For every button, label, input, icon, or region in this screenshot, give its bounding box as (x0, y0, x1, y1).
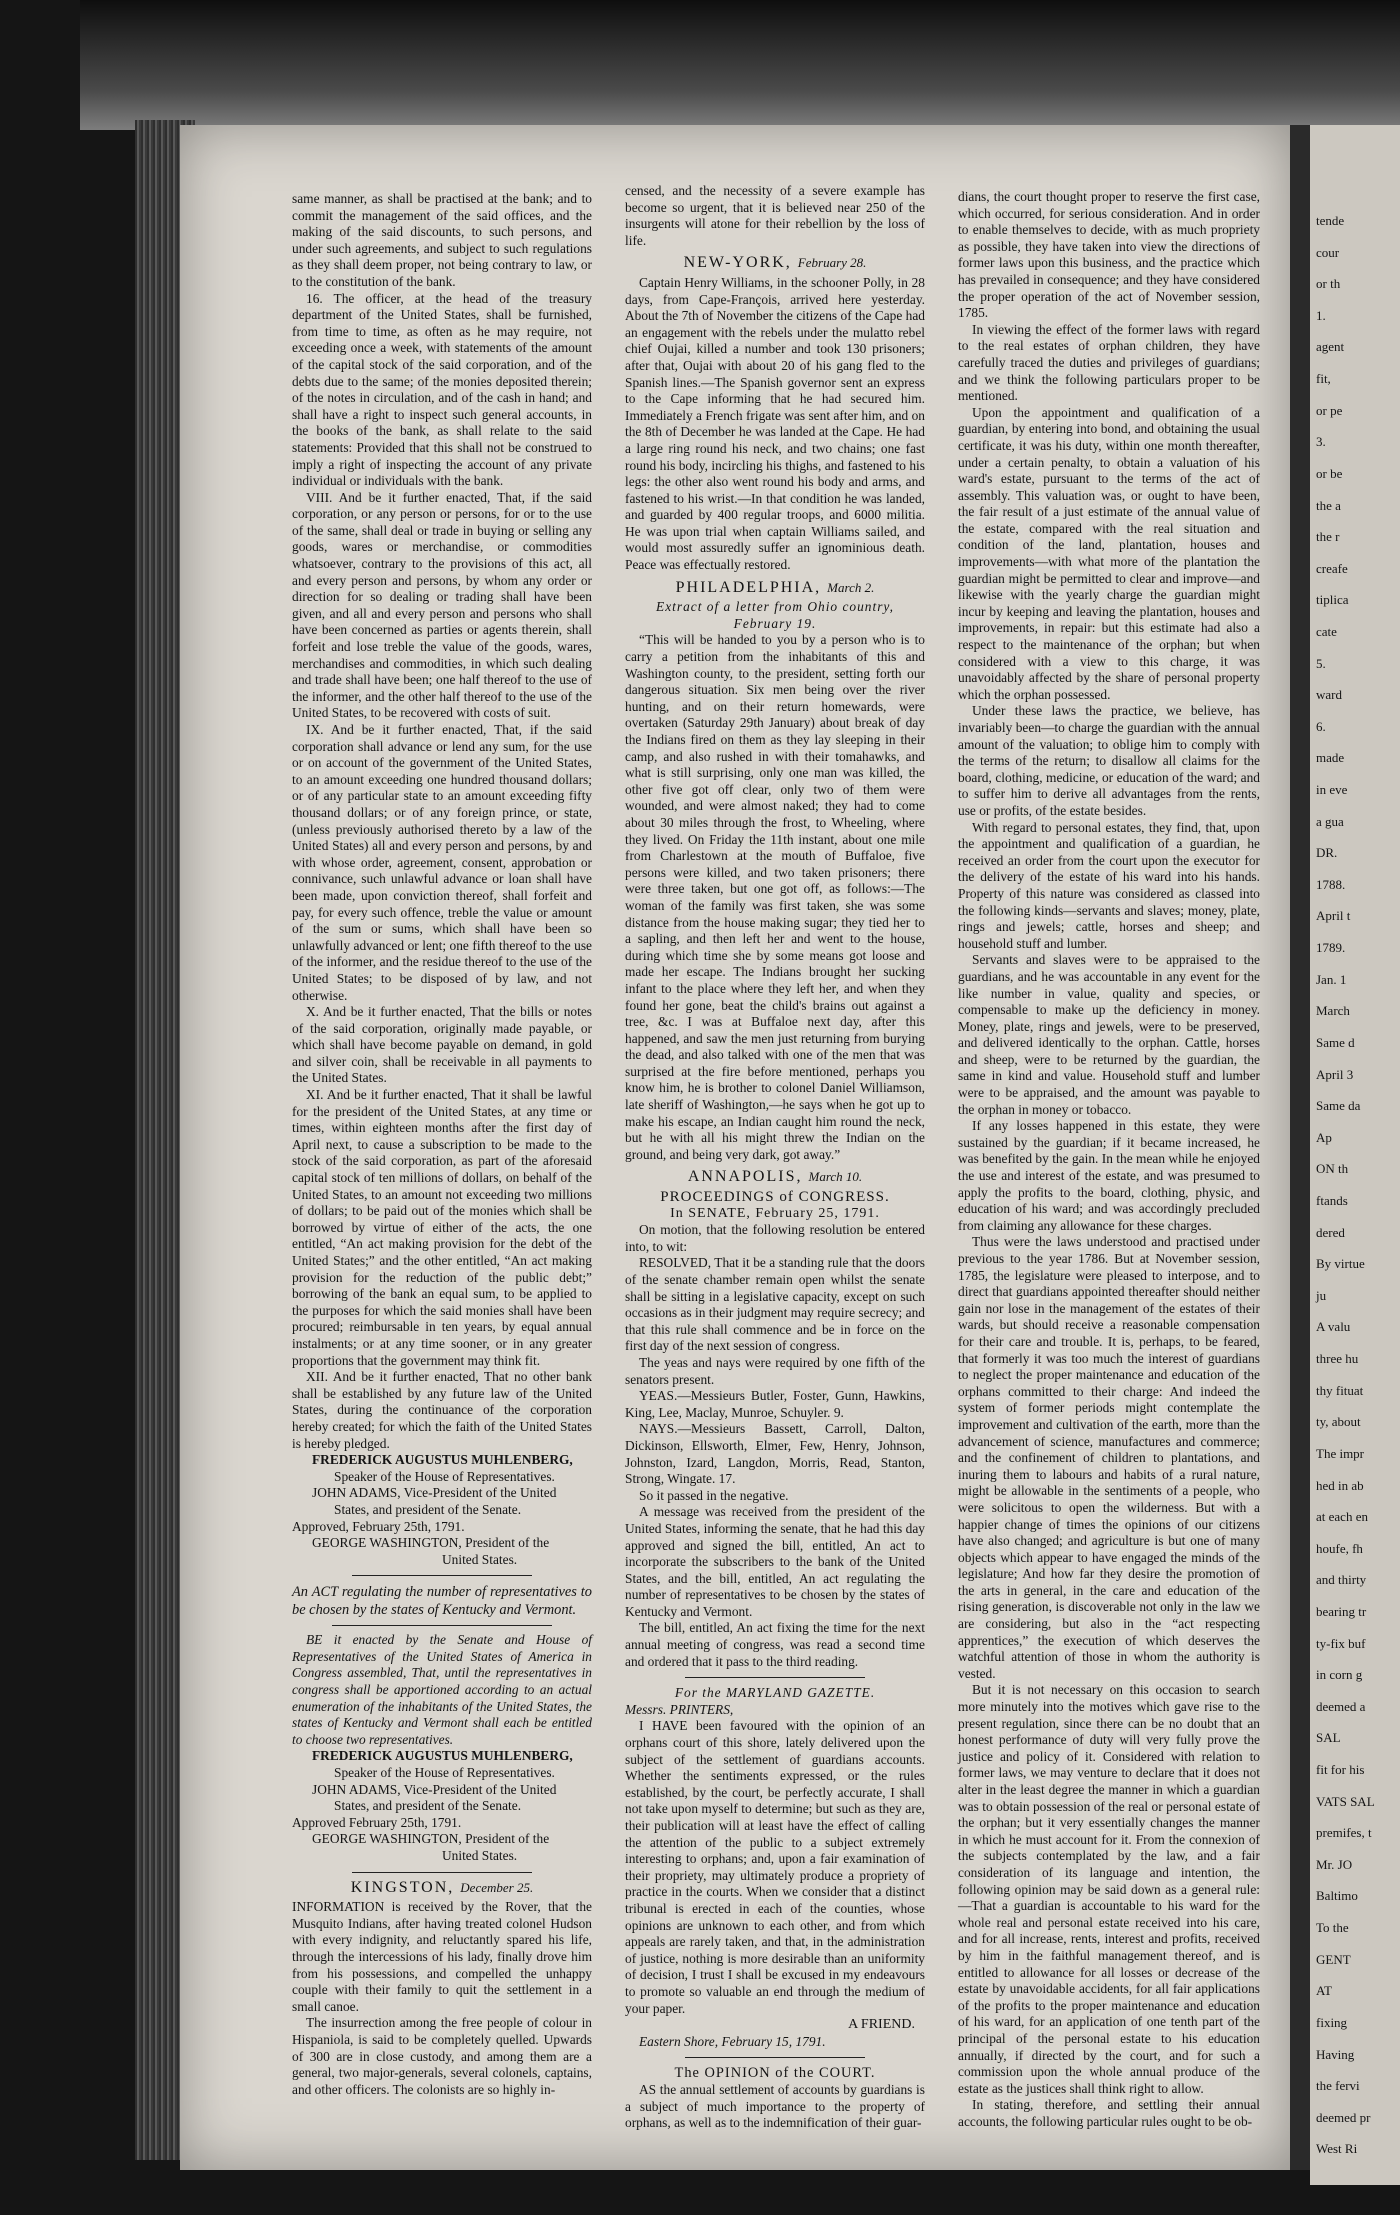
paragraph: XI. And be it further enacted, That it shall be lawful for the president of the United States, at any time or times, within eighteen months after the first day of April next, to cause a subscription to be made to the stock of the said corporation, as part of the aforesaid capital stock of ten millions of dollars, on behalf of the United States, to an amount not exceeding two millions of dollars; to be paid out of the monies which shall be borrowed by virtue of either of the acts, the one entitled, “An act making provision for the debt of the United States;” and the other entitled, “An act making provision for the reduction of the public debt;” borrowing of the bank an equal sum, to be applied to the purposes for which the said monies shall have been procured; reimbursable in ten years, by equal annual instalments; or at any time sooner, or in any greater proportions that the government may think fit. (292, 1087, 592, 1368)
edge-fragment: houfe, fh (1316, 1540, 1363, 1556)
edge-fragment: 1788. (1316, 876, 1346, 892)
edge-fragment: tende (1316, 213, 1345, 228)
signature-line: States, and president of the Senate. (334, 1798, 522, 1814)
signature-line: GEORGE WASHINGTON, President of the (312, 1535, 550, 1551)
edge-fragment: 1789. (1316, 940, 1346, 956)
edge-fragment: VATS SAL (1316, 1793, 1375, 1809)
paragraph: IX. And be it further enacted, That, if the said corporation shall advance or lend any sum, for the use or on account of the government of the United States, to an amount exceeding one hundred thousand dollars; or of any particular state to an amount exceeding fifty thousand dollars; or of any foreign prince, or state, (unless previously authorised thereto by a law of the United States) all and every person and persons, by and with whose order, agreement, consent, approbation or connivance, such unlawful advance or loan shall have been made, upon conviction thereof, shall forfeit and pay, for every such offence, treble the value or amount of the sum or sums, which shall have been so unlawfully advanced or lent; one fifth thereof to the use of the informer, and the residue thereof to the use of the United States; to be disposed of by law, and not otherwise. (292, 722, 592, 1003)
signature-line: Speaker of the House of Representatives. (334, 1765, 555, 1781)
edge-fragment: hed in ab (1316, 1477, 1364, 1493)
edge-fragment: ty, about (1316, 1414, 1361, 1430)
edge-fragment: fixing (1316, 2014, 1348, 2030)
salutation: Messrs. PRINTERS, (625, 1701, 734, 1717)
dark-top-border (80, 0, 1400, 130)
divider-rule (352, 1575, 532, 1576)
paragraph: same manner, as shall be practised at the bank; and to commit the management of the said offices, and the making of the said discounts, to such persons, and under such agreements, and subject to such regulations as they shall deem proper, not being contrary to law, or to the constitution of the bank. (292, 191, 592, 289)
edge-fragment: or pe (1316, 402, 1343, 418)
edge-fragment: bearing tr (1316, 1603, 1367, 1619)
paragraph: INFORMATION is received by the Rover, that the Musquito Indians, after having treated colonel Hudson with every indignity, and reluctantly spared his life, through the intercessions of his lady, finally drove him from his possessions, and compelled the unhappy couple with their family to quit the settlement in a small canoe. (292, 1899, 592, 2014)
paragraph: Upon the appointment and qualification of a guardian, by entering into bond, and obtaining the usual certificate, it was his duty, within one month thereafter, under a certain penalty, to obtain a valuation of his ward's estate, pursuant to the terms of the act of assembly. This valuation was, or ought to have been, the fair result of a just estimate of the annual value of the estate, compared with the real situation and condition of the land, plantation, houses and improvements—with what more of the plantation the guardian might be permitted to clear and improve—and likewise with the yearly charge the guardian might incur by keeping and leaving the plantation, houses and improvements, in repair: but this estimate had also a respect to the maintenance of the orphan; but when considered with a view to this charge, it was unavoidably affected by the share of personal property which the orphan possessed. (958, 404, 1260, 702)
edge-fragment: ward (1316, 687, 1342, 703)
paragraph: With regard to personal estates, they find, that, upon the appointment and qualification of a guardian, he received an order from the court upon the executor for the delivery of the estate of his ward into his hands. Property of this nature was considered as classed into the following kinds—servants and slaves; money, plate, rings and jewels; cattle, horses and sheep; and household stuff and lumber. (958, 819, 1260, 951)
edge-fragment: By virtue (1316, 1256, 1365, 1272)
edge-fragment: fit for his (1316, 1762, 1365, 1778)
paragraph: The yeas and nays were required by one fifth of the senators present. (625, 1354, 925, 1387)
signoff: A FRIEND. (848, 2017, 915, 2033)
paragraph: 16. The officer, at the head of the treasury department of the United States, shall be furnished, from time to time, as often as he may require, not exceeding once a week, with statements of the amount of the capital stock of the said corporation, and of the debts due to the same; of the monies deposited therein; of the notes in circulation, and of the cash in hand; and shall have a right to inspect such general accounts, in the books of the bank, as shall relate to the said statements: Provided that this shall not be construed to imply a right of inspecting the account of any private individual or individuals with the bank. (292, 290, 592, 489)
gazette-heading: For the MARYLAND GAZETTE. (674, 1685, 876, 1701)
act-body: BE it enacted by the Senate and House of Representatives of the United States of America in Congress assembled, That, until the representatives in congress shall be apportioned according to an actual enumeration of the inhabitants of the United States, the states of Kentucky and Vermont shall each be entitled to choose two representatives. (292, 1632, 592, 1747)
opinion-heading: The OPINION of the COURT. (674, 2065, 876, 2082)
paragraph: XII. And be it further enacted, That no other bank shall be established by any future law of the United States, during the continuance of the corporation hereby created; for which the faith of the United States is hereby pledged. (292, 1369, 592, 1451)
approval-line: Approved February 25th, 1791. (292, 1814, 462, 1830)
paragraph: A message was received from the president of the United States, informing the senate, that he had this day approved and signed the bill, entitled, An act to incorporate the subscribers to the bank of the United States, and the bill, entitled, An act regulating the number of representatives to be chosen by the states of Kentucky and Vermont. (625, 1504, 925, 1619)
paragraph: If any losses happened in this estate, they were sustained by the guardian; if it became increased, he was benefited by the gain. In the mean while he enjoyed the use and interest of the estate, and was presumed to apply the profits to the board, clothing, physic, and education of his ward; and was accordingly precluded from claiming any allowance for these charges. (958, 1118, 1260, 1233)
edge-fragment: DR. (1316, 845, 1338, 861)
edge-fragment: The impr (1316, 1445, 1365, 1461)
paragraph: The insurrection among the free people of colour in Hispaniola, is said to be completely quelled. Upwards of 300 are in close custody, and among them are a general, two major-generals, several colonels, captains, and other officers. The colonists are so highly in- (292, 2015, 592, 2097)
edge-fragment: ty-fix buf (1316, 1635, 1366, 1651)
edge-fragment: 6. (1316, 718, 1326, 734)
signature-line: States, and president of the Senate. (334, 1501, 522, 1517)
paragraph: I HAVE been favoured with the opinion of an orphans court of this shore, lately delivered upon the subject of the settlement of guardians accounts. Whether the sentiments expressed, or the rules established, by the court, be perfectly accurate, I shall not take upon myself to determine; but such as they are, their publication will at least have the effect of calling the attention of the public to a subject extremely interesting to orphans; and, upon a fair examination of their propriety, may ultimately produce a propriety of practice in the courts. When we consider that a distinct tribunal is erected in each of the counties, whose opinions are unknown to each other, and from which appeals are rarely taken, and that, in the administration of justice, nothing is more desirable than an uniformity of decision, I trust I shall be excused in my endeavours to promote so valuable an end through the medium of your paper. (625, 1718, 925, 2016)
page-gutter (1290, 125, 1310, 2170)
edge-fragment: and thirty (1316, 1572, 1367, 1588)
edge-fragment: premifes, t (1316, 1825, 1372, 1841)
signature-line: FREDERICK AUGUSTUS MUHLENBERG, (312, 1748, 573, 1764)
edge-fragment: A valu (1316, 1319, 1351, 1335)
edge-fragment: March (1316, 1003, 1350, 1019)
senate-heading: In SENATE, February 25, 1791. (670, 1205, 880, 1221)
paragraph: Thus were the laws understood and practised under previous to the year 1786. But at November session, 1785, the legislature were pleased to interpose, and to direct that guardians appointed thereafter should neither gain nor lose in the management of the estates of their wards, but should receive a reasonable compensation for their care and trouble. It is, perhaps, to be feared, that formerly it was too much the interest of guardians to neglect the proper maintenance and education of the orphans committed to their charge: And indeed the system of former periods might contemplate the improvement and cultivation of the earth, more than the advancement of science, manufactures and commerce; and the confinement of children to plantations, and inuring them to labours and habits of a rural nature, might be allowable in the sentiments of a people, who were solicitous to open the wilderness. But with a happier change of times the opinions of our citizens have also changed; and agriculture is but one of many objects which appear to have engaged the minds of the legislature; And how far they desire the promotion of the arts in general, in the care and education of the rising generation, is discoverable not only in the law we are considering, but also in the “act respecting apprentices,” the execution of which deserves the watchful attention of those in whom the authority is vested. (958, 1234, 1260, 1681)
edge-fragment: Same da (1316, 1098, 1361, 1114)
paragraph: Under these laws the practice, we believe, has invariably been—to charge the guardian with the annual amount of the valuation; to oblige him to comply with the terms of the return; to disallow all claims for the board, clothing, medicine, or education of the ward; and to suffer him to derive all advantages from the rents, use or profits, of the estate besides. (958, 703, 1260, 818)
paragraph: Servants and slaves were to be appraised to the guardians, and he was accountable in any event for the like number in value, quality and species, or compensable to make up the deficiency in money. Money, plate, rings and jewels, were to be preserved, and delivered identically to the orphan. Cattle, horses and sheep, were to be returned by the guardian, the same in kind and value. Household stuff and lumber were to be appraised, and the amount was payable to the orphan in money or tobacco. (958, 952, 1260, 1117)
column-3 (958, 189, 1260, 2130)
divider-rule (332, 1625, 552, 1626)
edge-fragment: dered (1316, 1224, 1345, 1240)
edge-fragment: Baltimo (1316, 1888, 1358, 1904)
paragraph: In viewing the effect of the former laws with regard to the real estates of orphan children, they have carefully traced the duties and privileges of guardians; and we think the following particulars proper to be mentioned. (958, 321, 1260, 404)
edge-fragment: in eve (1316, 782, 1348, 798)
signature-line: GEORGE WASHINGTON, President of the (312, 1831, 550, 1847)
edge-fragment: the r (1316, 529, 1340, 545)
divider-rule (352, 1872, 532, 1873)
edge-fragment: the fervi (1316, 2078, 1360, 2094)
edge-fragment: April t (1316, 908, 1351, 924)
edge-fragment: cour (1316, 244, 1340, 260)
paragraph: But it is not necessary on this occasion to search more minutely into the motives which gave rise to the present regulation, since there can be no doubt that an honest performance of duty will very fully prove the justice and policy of it. Considered with relation to former laws, we may venture to declare that it does not alter in the least degree the manner in which a guardian was to obtain possession of the real or personal estate of the orphan; but it very essentially changes the manner in which he must account for it. From the connexion of the subjects contemplated by the law, and a fair consideration of its language and intention, the following opinion may be said down as a general rule:—That a guardian is accountable to his ward for the whole real and personal estate received into his care, and for all increase, rents, interest and profits, received by him in the faithful management thereof, and is entitled to allowance for all losses or decrease of the estate by unavoidable accidents, for all fair applications of the profits to the proper maintenance and education of his ward, for an application of one tenth part of the principal of the personal estate to his education annually, if directed by the court, and for such a commission upon the whole annual produce of the estate as the justices shall think right to allow. (958, 1682, 1260, 2096)
column-2 (625, 183, 925, 2132)
edge-fragment: cate (1316, 623, 1337, 639)
divider-rule (685, 2057, 865, 2058)
paragraph: X. And be it further enacted, That the bills or notes of the said corporation, originally made payable, or which shall have become payable on demand, in gold and silver coin, shall be receivable in all payments to the United States. (292, 1004, 592, 1086)
paragraph: Captain Henry Williams, in the schooner Polly, in 28 days, from Cape-François, arrived here yesterday. About the 7th of November the citizens of the Cape had an engagement with the rebels under the mulatto rebel chief Oujai, killed a number and took 130 prisoners; after that, Oujai with about 20 of his gang fled to the Spanish lines.—The Spanish governor sent an express to the Cape informing that he had secured him. Immediately a French frigate was sent after him, and on the 8th of December he was landed at the Cape. He had a large ring round his neck, and two chains; one fast round his body, incircling his thighs, and fastened to his legs: the other also went round his body and arms, and fastened to his wrist.—In that condition he was landed, and guarded by 400 regular troops, and 6000 militia. He was upon trial when captain Williams sailed, and would most assuredly suffer an ignominious death. Peace was effectually restored. (625, 274, 925, 573)
edge-fragment: Mr. JO (1316, 1856, 1353, 1872)
signature-line: JOHN ADAMS, Vice-President of the United (312, 1781, 557, 1797)
signature-line: JOHN ADAMS, Vice-President of the United (312, 1485, 557, 1501)
edge-fragment: made (1316, 750, 1345, 766)
paragraph: On motion, that the following resolution be entered into, to wit: (625, 1222, 925, 1254)
extract-heading: Extract of a letter from Ohio country, February 19. (656, 599, 894, 631)
paragraph: AS the annual settlement of accounts by guardians is a subject of much importance to the property of orphans, as well as to the indemnification of their guar- (625, 2081, 925, 2131)
dateline-kingston: KINGSTON, December 25. (350, 1878, 534, 1896)
edge-fragment: AT (1316, 1983, 1332, 1999)
signature-line: United States. (442, 1551, 518, 1567)
edge-fragment: 1. (1316, 307, 1326, 323)
dateline-philadelphia: PHILADELPHIA, March 2. (675, 578, 875, 596)
paragraph: RESOLVED, That it be a standing rule that the doors of the senate chamber remain open whilst the senate shall be sitting in a legislative capacity, except on such occasions as in their judgment may require secrecy; and that this rule shall commence and be in force on the first day of the next session of congress. (625, 1255, 925, 1354)
act-title: An ACT regulating the number of representatives to be chosen by the states of Kentucky and Vermont. (292, 1584, 592, 1619)
edge-fragment: GENT (1316, 1951, 1351, 1967)
edge-fragment: or be (1316, 465, 1343, 481)
paragraph: VIII. And be it further enacted, That, if the said corporation, or any person or persons, for or to the use of the same, shall deal or trade in buying or selling any goods, wares or merchandise, or commodities whatsoever, contrary to the provisions of this act, all and every person and persons, by whom any order or direction for so dealing or trading shall have been given, and all and every person and persons who shall have been concerned as parties or agents therein, shall forfeit and lose treble the value of the goods, wares, merchandises and commodities, in which such dealing and trade shall have been; one half thereof to the use of the informer, and the other half thereof to the use of the United States, to be recovered with costs of suit. (292, 489, 592, 721)
dateline-annapolis: ANNAPOLIS, March 10. (687, 1168, 863, 1186)
edge-fragment: 3. (1316, 434, 1326, 450)
column-1 (292, 191, 592, 2098)
edge-fragment: deemed a (1316, 1698, 1366, 1714)
paragraph: So it passed in the negative. (639, 1487, 789, 1503)
edge-fragment: April 3 (1316, 1066, 1354, 1082)
edge-fragment: SAL (1316, 1730, 1341, 1746)
edge-fragment: 5. (1316, 655, 1326, 671)
edge-fragment: Having (1316, 2046, 1355, 2062)
edge-fragment: creafe (1316, 560, 1348, 576)
paragraph: The bill, entitled, An act fixing the time for the next annual meeting of congress, was read a second time and ordered that it pass to the third reading. (625, 1620, 925, 1669)
edge-fragment: in corn g (1316, 1667, 1363, 1683)
edge-fragment: ju (1316, 1287, 1327, 1303)
edge-fragment: thy fituat (1316, 1382, 1364, 1398)
edge-fragment: Same d (1316, 1034, 1355, 1050)
paragraph: dians, the court thought proper to reserve the first case, which occurred, for serious consideration. And in order to enable themselves to decide, with as much propriety as possible, they have taken into view the directions of former laws upon this business, and the practice which has prevailed in consequence; and they have considered the proper operation of the act of November session, 1785. (958, 189, 1260, 321)
signature-line: Speaker of the House of Representatives. (334, 1468, 555, 1484)
edge-fragment: agent (1316, 339, 1345, 355)
dateline: Eastern Shore, February 15, 1791. (639, 2033, 826, 2049)
edge-fragment: fit, (1316, 371, 1331, 387)
paragraph: YEAS.—Messieurs Butler, Foster, Gunn, Hawkins, King, Lee, Maclay, Munroe, Schuyler. 9. (625, 1388, 925, 1420)
signature-line: United States. (442, 1848, 518, 1863)
edge-fragment: tiplica (1316, 592, 1349, 608)
edge-fragment: Jan. 1 (1316, 971, 1347, 987)
paragraph: In stating, therefore, and settling their annual accounts, the following particular rules ought to be ob- (958, 2097, 1260, 2129)
paragraph: NAYS.—Messieurs Bassett, Carroll, Dalton, Dickinson, Ellsworth, Elmer, Few, Henry, Johnson, Johnston, Izard, Langdon, Morris, Read, Stanton, Strong, Wingate. 17. (625, 1421, 925, 1487)
edge-fragment: three hu (1316, 1351, 1359, 1367)
edge-fragment: ON th (1316, 1161, 1349, 1177)
edge-fragment: the a (1316, 497, 1341, 513)
paragraph: “This will be handed to you by a person who is to carry a petition from the inhabitants of this and Washington county, to the president, setting forth our dangerous situation. Six men being over the river hunting, and on their return homewards, were overtaken (Saturday 29th January) about break of day the Indians fired on them as they lay sleeping in their camp, and also rushed in with their tomahawks, and what is still surprising, only one man was killed, the other five got off clear, only two of them were wounded, and were almost naked; they had to come about 30 miles through the frost, to Wheeling, where they lived. On Friday the 11th instant, about one mile from Charlestown at the mouth of Buffaloe, five persons were killed, and two taken prisoners; there were three taken, but one got off, as follows:—The woman of the family was first taken, she was some distance from the house making sugar; they tied her to a sapling, and then left her and went to the house, during which time she by some means got loose and made her escape. The Indians brought her sucking infant to the place where they left her, and when they found her gone, beat the child's brains out against a tree, &c. I was at Buffaloe next day, after this happened, and saw the men just returning from burying the dead, and also talked with one of the men that was surprised at the fire before mentioned, perhaps you know him, he is brother to colonel Daniel Williamson, late sheriff of Washington,—he says when he got up to make his escape, an Indian caught him round the neck, but he with all his might threw the Indian on the ground, and being very dark, got away.” (625, 632, 925, 1162)
divider-rule (685, 1677, 865, 1678)
adjacent-page-edge (1310, 125, 1400, 2185)
edge-fragment: ftands (1316, 1193, 1348, 1208)
approval-line: Approved, February 25th, 1791. (292, 1518, 465, 1534)
edge-fragment: To the (1316, 1920, 1349, 1936)
edge-fragment: Ap (1316, 1129, 1332, 1145)
edge-fragment: or th (1316, 276, 1341, 292)
dateline-new-york: NEW-YORK, February 28. (683, 254, 867, 272)
edge-fragment: West Ri (1316, 2141, 1358, 2157)
signature-line: FREDERICK AUGUSTUS MUHLENBERG, (312, 1452, 573, 1468)
paragraph: censed, and the necessity of a severe example has become so urgent, that it is believed near 250 of the insurgents will atone for their rebellion by the loss of life. (625, 183, 925, 248)
edge-fragment: a gua (1316, 813, 1344, 829)
proceedings-heading: PROCEEDINGS of CONGRESS. (660, 1189, 890, 1206)
newspaper-page (180, 125, 1290, 2170)
edge-fragment: deemed pr (1316, 2109, 1371, 2125)
edge-fragment: at each en (1316, 1509, 1368, 1525)
